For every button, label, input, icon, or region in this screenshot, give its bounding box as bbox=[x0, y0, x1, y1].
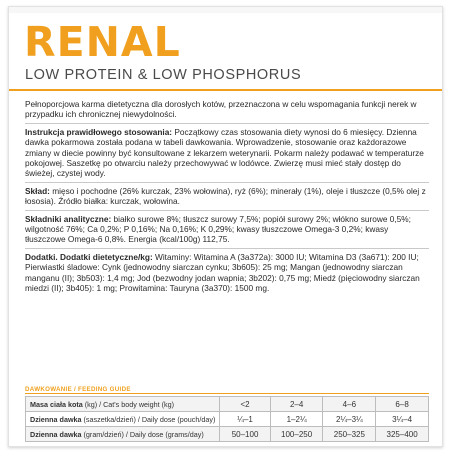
row-label-rest: (kg) / Cat's body weight (kg) bbox=[82, 399, 174, 409]
row-label-bold: Dzienna dawka bbox=[30, 414, 82, 424]
product-label-card bbox=[8, 6, 443, 447]
analytical-label: Składniki analityczne: bbox=[25, 213, 112, 224]
table-cell: <2 bbox=[220, 397, 270, 412]
product-title: RENAL bbox=[24, 18, 181, 66]
table-cell: 2–4 bbox=[270, 397, 323, 412]
table-cell: 2¼–3¼ bbox=[323, 412, 376, 427]
table-row bbox=[26, 412, 429, 427]
feeding-guide-divider bbox=[25, 393, 429, 394]
description-block bbox=[25, 99, 429, 297]
table-cell: 6–8 bbox=[376, 397, 429, 412]
table-cell: 100–250 bbox=[270, 427, 323, 442]
table-cell: 250–325 bbox=[323, 427, 376, 442]
row-label-bold: Dzienna dawka bbox=[30, 429, 82, 439]
intro-paragraph: Pełnoporcjowa karma dietetyczna dla dorosłych kotów, przeznaczona w celu wspomagania funkcji nerek w przypadku ich chronicznej niewydolności. bbox=[25, 99, 417, 120]
additives-label: Dodatki. Dodatki dietetyczne/kg: bbox=[25, 251, 153, 262]
analytical-text: białko surowe 8%; tłuszcz surowy 7,5%; popiół surowy 2%; włókno surowe 0,5%; wilgotność 76%; Ca 0,2%; P 0,16%; Na 0,16%; K 0,29%; kwasy tłuszczowe Omega-3 0,2%; kwasy tłuszczowe Omega-6 0,8%. Energia (kcal/100g) 112,75. bbox=[25, 213, 411, 245]
table-cell: 4–6 bbox=[323, 397, 376, 412]
table-row bbox=[26, 427, 429, 442]
table-cell: 1–2¼ bbox=[270, 412, 323, 427]
row-label bbox=[26, 412, 220, 427]
row-label bbox=[26, 427, 220, 442]
additives-paragraph bbox=[25, 248, 429, 294]
table-cell: ¼–1 bbox=[220, 412, 270, 427]
instructions-paragraph bbox=[25, 123, 429, 179]
row-label-rest: (gram/dzień) / Daily dose (grams/day) bbox=[81, 429, 204, 439]
composition-text: mięso i pochodne (26% kurczak, 23% wołowina), ryż (6%); minerały (1%), oleje i tłuszcze (0,5% olej z łososia). Źródło białka: kurczak, wołowina. bbox=[25, 185, 426, 207]
row-label-rest: (saszetka/dzień) / Daily dose (pouch/day) bbox=[81, 414, 216, 424]
table-cell: 50–100 bbox=[220, 427, 270, 442]
additives-text: Witaminy: Witamina A (3a372a): 3000 IU; Witamina D3 (3a671): 200 IU; Pierwiastki śladowe: Cynk (jednowodny siarczan cynku; 3b605): 25 mg; Mangan (jednowodny siarczan manganu (II); 3b503): 1,4 mg; Jod (bezwodny jodan wapnia; 3b202): 0,75 mg; Miedź (pięciowodny siarczan miedzi (II); 3b405): 1 mg; Prowitamina: Tauryna (3a370): 1500 mg. bbox=[25, 251, 420, 294]
table-cell: 325–400 bbox=[376, 427, 429, 442]
accent-divider bbox=[9, 89, 442, 91]
composition-label: Skład: bbox=[25, 185, 50, 196]
feeding-guide-heading: DAWKOWANIE / FEEDING GUIDE bbox=[25, 386, 131, 393]
feeding-guide-table bbox=[25, 396, 429, 442]
top-strip bbox=[9, 7, 442, 13]
instructions-label: Instrukcja prawidłowego stosowania: bbox=[25, 126, 173, 137]
row-label-bold: Masa ciała kota bbox=[30, 399, 83, 409]
product-subtitle: LOW PROTEIN & LOW PHOSPHORUS bbox=[25, 67, 302, 83]
table-cell: 3¼–4 bbox=[376, 412, 429, 427]
row-label bbox=[26, 397, 220, 412]
composition-paragraph bbox=[25, 182, 429, 207]
table-row bbox=[26, 397, 429, 412]
instructions-text: Początkowy czas stosowania diety wynosi do 6 miesięcy. Dzienna dawka pokarmowa została podana w tabeli dawkowania. Wprowadzenie, stosowanie oraz każdorazowe zmiany w diecie powinny być konsultowane z lekarzem weterynarii. Pokarm należy podawać w temperaturze pokojowej. Saszetkę po otwarciu należy przechowywać w lodówce. Zwierzę musi mieć stały dostęp do świeżej, czystej wody. bbox=[25, 126, 424, 179]
analytical-paragraph bbox=[25, 210, 429, 245]
